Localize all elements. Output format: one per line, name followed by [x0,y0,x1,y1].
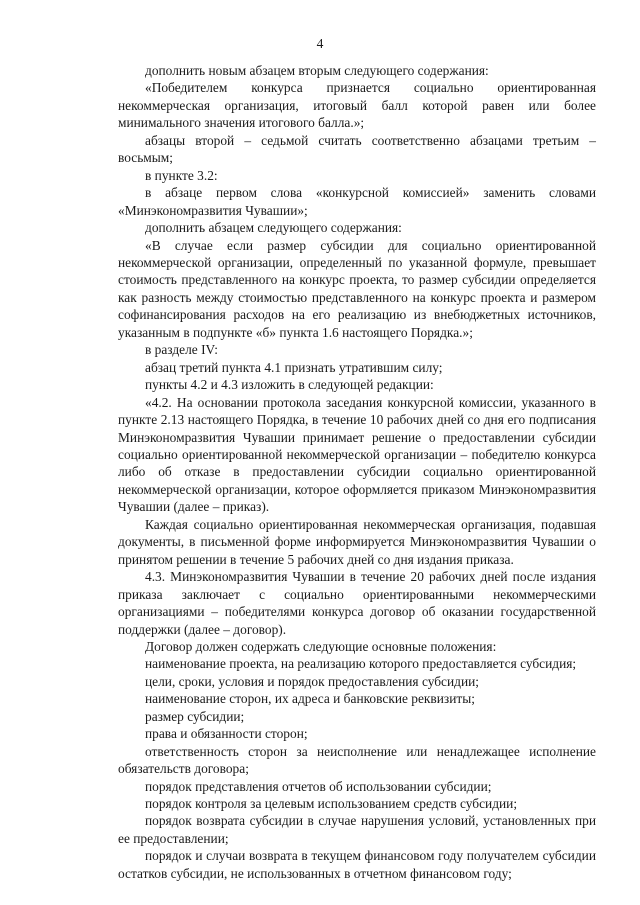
paragraph: Каждая социально ориентированная некоммерческая организация, подавшая документы, в письменной форме информируется Минэкономразвития Чувашии о принятом решении в течение 5 рабочих дней со дня издания приказа. [118,516,596,567]
paragraph: «4.2. На основании протокола заседания конкурсной комиссии, указанного в пункте 2.13 настоящего Порядка, в течение 10 рабочих дней со дня его подписания Минэкономразвития Чувашии принимает решение о предоставлении субсидии социально ориентированной некоммерческой организации – победителю конкурса либо об отказе в предоставлении субсидии социально ориентированной некоммерческой организации, которое оформляется приказом Минэкономразвития Чувашии (далее – приказ). [118,394,596,515]
page-number: 4 [316,36,324,51]
paragraph: абзац третий пункта 4.1 признать утратившим силу; [145,359,443,375]
paragraph: размер субсидии; [145,708,245,724]
paragraph: права и обязанности сторон; [145,726,308,742]
paragraph: дополнить абзацем следующего содержания: [145,220,402,236]
paragraph: цели, сроки, условия и порядок предоставления субсидии; [145,673,480,689]
paragraph: «Победителем конкурса признается социально ориентированная некоммерческая организация, итоговый балл которой равен или более минимального значения итогового балла.»; [118,80,596,131]
paragraph: дополнить новым абзацем вторым следующего содержания: [145,63,489,78]
paragraph: в пункте 3.2: [145,167,218,183]
paragraph: 4.3. Минэкономразвития Чувашии в течение 20 рабочих дней после издания приказа заключает с социально ориентированными некоммерческими организациями – победителями конкурса договор об оказании государственной поддержки (далее – договор). [118,569,596,637]
paragraph: абзацы второй – седьмой считать соответственно абзацами третьим – восьмым; [118,132,596,166]
paragraph: в абзаце первом слова «конкурсной комиссией» заменить словами «Минэкономразвития Чувашии»; [118,185,596,218]
paragraph: в разделе IV: [145,342,218,358]
paragraph: пункты 4.2 и 4.3 изложить в следующей редакции: [145,377,434,393]
paragraph: «В случае если размер субсидии для социально ориентированной некоммерческой организации, определенный по указанной формуле, превышает стоимость представленного на конкурс проекта, то размер субсидии определяется как разность между стоимостью представленного на конкурс проекта и размером софинансирования расходов на его реализацию из внебюджетных источников, указанным в подпункте «б» пункта 1.6 настоящего Порядка.»; [118,237,596,340]
paragraph: наименование сторон, их адреса и банковские реквизиты; [145,691,475,707]
paragraph: порядок и случаи возврата в текущем финансовом году получателем субсидии остатков субсидии, не использованных в отчетном финансовом году; [118,848,596,881]
paragraph: наименование проекта, на реализацию которого предоставляется субсидия; [145,656,577,672]
paragraph: порядок представления отчетов об использовании субсидии; [145,778,492,794]
paragraph: порядок возврата субсидии в случае нарушения условий, установленных при ее предоставлении; [118,813,596,846]
paragraph: ответственность сторон за неисполнение или ненадлежащее исполнение обязательств договора; [118,743,596,777]
document-body [118,62,596,882]
paragraph: порядок контроля за целевым использованием средств субсидии; [145,796,518,812]
paragraph: Договор должен содержать следующие основные положения: [145,638,497,654]
